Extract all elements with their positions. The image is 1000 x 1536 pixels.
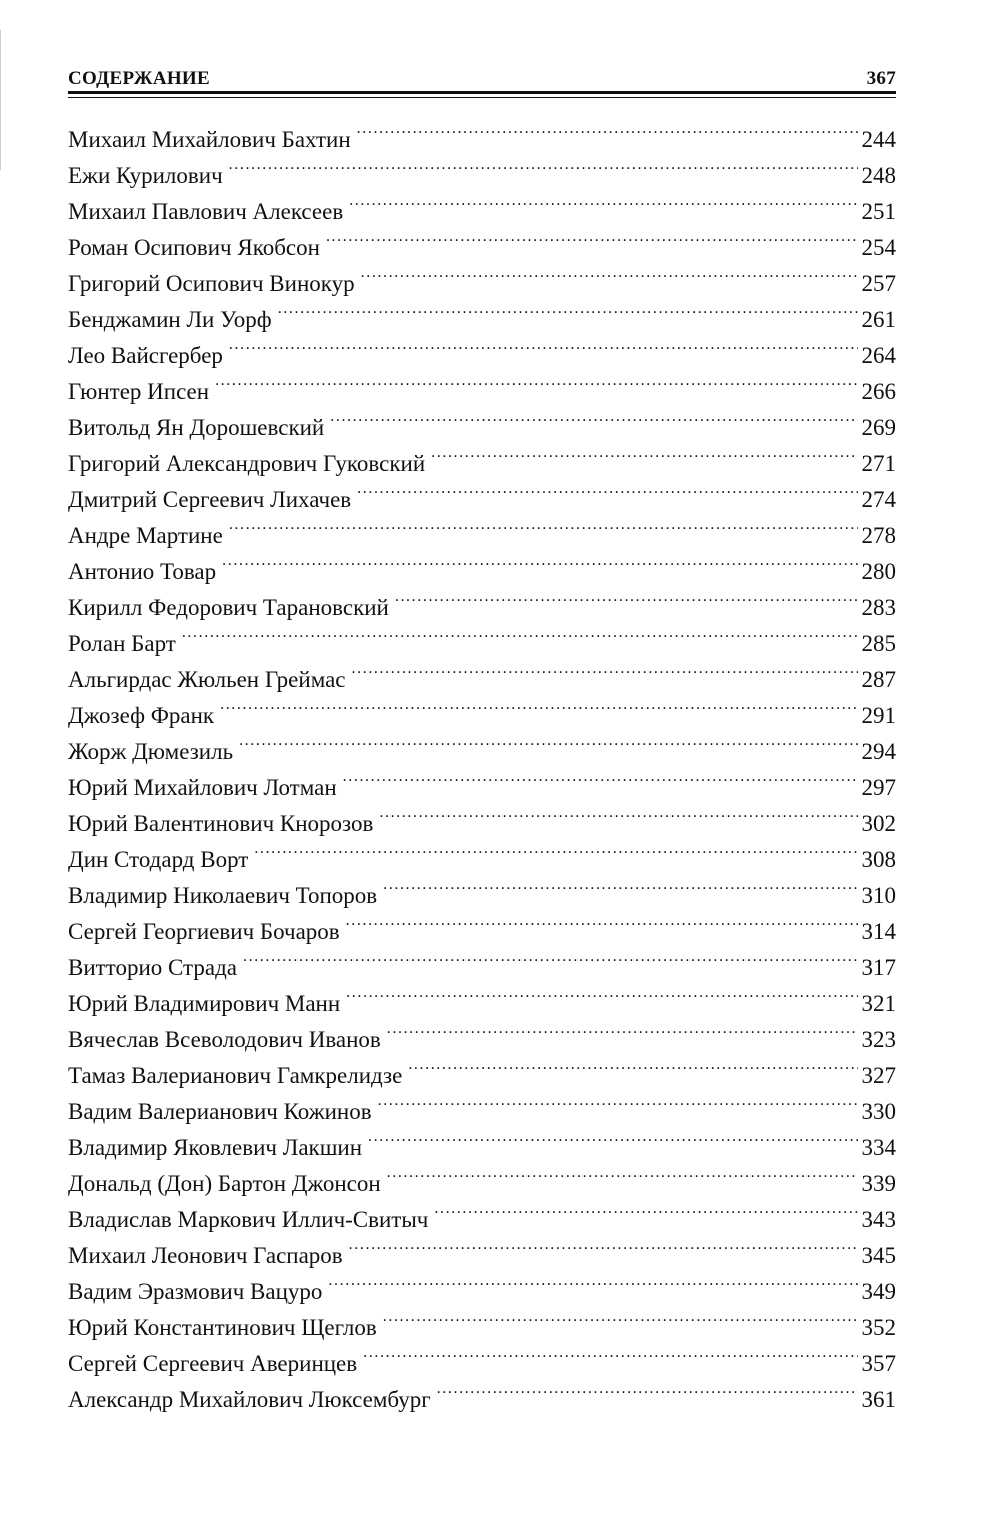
toc-entry-name: Владислав Маркович Иллич-Свитыч: [68, 1207, 429, 1232]
toc-leader-dots: [357, 111, 858, 147]
toc-entry-name: Михаил Леонович Гаспаров: [68, 1243, 343, 1268]
toc-entry-name: Дин Стодард Ворт: [68, 847, 249, 872]
toc-entry-page: 310: [861, 883, 896, 908]
toc-entry-page: 280: [861, 559, 896, 584]
toc-entry-name: Вадим Валерианович Кожинов: [68, 1099, 372, 1124]
toc-leader-dots: [254, 831, 857, 867]
toc-entry-page: 287: [861, 667, 896, 692]
toc-entry-name: Михаил Павлович Алексеев: [68, 199, 344, 224]
page-number: 367: [866, 68, 896, 89]
toc-entry-page: 266: [861, 379, 896, 404]
toc-entry-page: 244: [861, 127, 896, 152]
toc-entry: [68, 615, 896, 656]
toc-entry-name: Витольд Ян Дорошевский: [68, 415, 325, 440]
toc-entry-name: Александр Михайлович Люксембург: [68, 1387, 431, 1412]
toc-entry-page: 327: [861, 1063, 896, 1088]
toc-entry-page: 330: [861, 1099, 896, 1124]
toc-entry-name: Владимир Яковлевич Лакшин: [68, 1135, 363, 1160]
toc-leader-dots: [387, 1011, 858, 1047]
toc-leader-dots: [408, 1047, 857, 1083]
toc-entry-name: Лео Вайсгербер: [68, 343, 223, 368]
toc-leader-dots: [361, 255, 858, 291]
toc-leader-dots: [378, 1083, 858, 1119]
toc-entry-name: Михаил Михайлович Бахтин: [68, 127, 351, 152]
toc-entry-page: 283: [861, 595, 896, 620]
toc-entry-name: Григорий Александрович Гуковский: [68, 451, 426, 476]
toc-entry-page: 314: [861, 919, 896, 944]
toc-entry-page: 269: [861, 415, 896, 440]
toc-leader-dots: [383, 1299, 858, 1335]
toc-leader-dots: [222, 543, 857, 579]
toc-entry-page: 352: [861, 1315, 896, 1340]
toc-leader-dots: [395, 579, 858, 615]
toc-entry-page: 278: [861, 523, 896, 548]
toc-leader-dots: [434, 1191, 857, 1227]
toc-entry-page: 297: [861, 775, 896, 800]
toc-leader-dots: [330, 399, 857, 435]
header-rule-thick: [68, 91, 896, 94]
toc-entry-page: 254: [861, 235, 896, 260]
toc-leader-dots: [383, 867, 857, 903]
header-rule-thin: [68, 97, 896, 98]
toc-entry-page: 343: [861, 1207, 896, 1232]
toc-entry-page: 323: [861, 1027, 896, 1052]
toc-leader-dots: [229, 327, 858, 363]
toc-leader-dots: [387, 1155, 858, 1191]
section-title: СОДЕРЖАНИЕ: [68, 68, 210, 89]
toc-entry-name: Сергей Георгиевич Бочаров: [68, 919, 340, 944]
toc-entry-name: Юрий Владимирович Манн: [68, 991, 341, 1016]
toc-entry-page: 357: [861, 1351, 896, 1376]
toc-leader-dots: [346, 903, 858, 939]
toc-leader-dots: [328, 1263, 857, 1299]
toc-leader-dots: [326, 219, 858, 255]
toc-leader-dots: [352, 651, 858, 687]
toc-leader-dots: [349, 1227, 858, 1263]
toc-entry-page: 321: [861, 991, 896, 1016]
book-page: [68, 0, 896, 1536]
page-edge-shadow: [0, 30, 1, 170]
toc-entry-name: Владимир Николаевич Топоров: [68, 883, 378, 908]
toc-entry-name: Андре Мартине: [68, 523, 223, 548]
toc-entry-page: 334: [861, 1135, 896, 1160]
toc-entry-page: 261: [861, 307, 896, 332]
toc-leader-dots: [431, 435, 857, 471]
toc-entry-page: 317: [861, 955, 896, 980]
toc-entry-page: 361: [861, 1387, 896, 1412]
toc-leader-dots: [346, 975, 857, 1011]
toc-leader-dots: [437, 1371, 858, 1407]
toc-entry-page: 285: [861, 631, 896, 656]
toc-entry-page: 308: [861, 847, 896, 872]
toc-leader-dots: [379, 795, 857, 831]
toc-leader-dots: [368, 1119, 857, 1155]
toc-entry-page: 291: [861, 703, 896, 728]
toc-leader-dots: [220, 687, 857, 723]
toc-leader-dots: [278, 291, 858, 327]
toc-leader-dots: [229, 147, 858, 183]
toc-entry: [68, 111, 896, 152]
toc-entry-page: 302: [861, 811, 896, 836]
toc-entry-name: Григорий Осипович Винокур: [68, 271, 355, 296]
toc-entry-name: Юрий Михайлович Лотман: [68, 775, 337, 800]
toc-entry-page: 294: [861, 739, 896, 764]
toc-entry-name: Сергей Сергеевич Аверинцев: [68, 1351, 358, 1376]
toc-entry-page: 248: [861, 163, 896, 188]
toc-entry-name: Витторио Страда: [68, 955, 237, 980]
toc-entry-name: Вячеслав Всеволодович Иванов: [68, 1027, 381, 1052]
toc-entry-name: Джозеф Франк: [68, 703, 215, 728]
toc-entry-page: 274: [861, 487, 896, 512]
toc-entry-page: 349: [861, 1279, 896, 1304]
toc-entry-name: Дмитрий Сергеевич Лихачев: [68, 487, 352, 512]
toc-entry-page: 264: [861, 343, 896, 368]
toc-entry-page: 257: [861, 271, 896, 296]
toc-entry-page: 271: [861, 451, 896, 476]
toc-leader-dots: [363, 1335, 857, 1371]
toc-leader-dots: [239, 723, 857, 759]
toc-entry-page: 251: [861, 199, 896, 224]
toc-entry-name: Ежи Курилович: [68, 163, 223, 188]
toc-entry-name: Альгирдас Жюльен Греймас: [68, 667, 346, 692]
toc-entry-name: Вадим Эразмович Вацуро: [68, 1279, 323, 1304]
toc-leader-dots: [343, 759, 858, 795]
toc-entry-name: Гюнтер Ипсен: [68, 379, 210, 404]
toc-entry-page: 345: [861, 1243, 896, 1268]
toc-entry-name: Бенджамин Ли Уорф: [68, 307, 272, 332]
toc-leader-dots: [349, 183, 857, 219]
toc-leader-dots: [357, 471, 857, 507]
toc-entry-name: Кирилл Федорович Тарановский: [68, 595, 389, 620]
toc-entry-name: Тамаз Валерианович Гамкрелидзе: [68, 1063, 403, 1088]
toc-entry-name: Дональд (Дон) Бартон Джонсон: [68, 1171, 381, 1196]
table-of-contents: [68, 111, 896, 1412]
toc-entry-name: Юрий Валентинович Кнорозов: [68, 811, 374, 836]
toc-entry-page: 339: [861, 1171, 896, 1196]
toc-entry-name: Ролан Барт: [68, 631, 176, 656]
toc-entry-name: Роман Осипович Якобсон: [68, 235, 320, 260]
toc-entry: [68, 651, 896, 692]
toc-leader-dots: [243, 939, 858, 975]
toc-entry-name: Юрий Константинович Щеглов: [68, 1315, 377, 1340]
toc-leader-dots: [229, 507, 858, 543]
toc-leader-dots: [215, 363, 857, 399]
toc-entry-name: Антонио Товар: [68, 559, 217, 584]
running-head: [68, 60, 896, 90]
toc-leader-dots: [182, 615, 858, 651]
toc-entry-name: Жорж Дюмезиль: [68, 739, 234, 764]
